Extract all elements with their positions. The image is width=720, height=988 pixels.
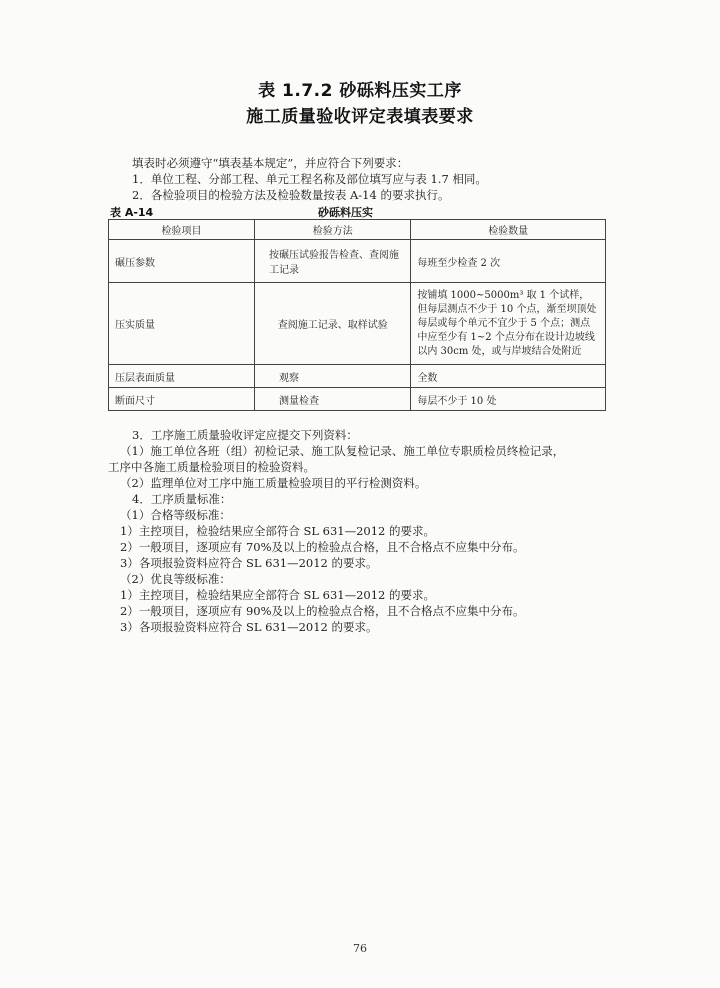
cell-quantity: 每层不少于 10 处 (411, 388, 606, 411)
body-line: 3．工序施工质量验收评定应提交下列资料： (132, 428, 358, 442)
intro-line: 2．各检验项目的检验方法及检验数量按表 A-14 的要求执行。 (132, 188, 450, 202)
table-row (109, 388, 606, 411)
cell-method: 按碾压试验报告检查、查阅施工记录 (255, 240, 411, 283)
cell-method: 测量检查 (255, 388, 411, 411)
cell-quantity: 每班至少检查 2 次 (411, 240, 606, 283)
cell-item: 碾压参数 (109, 240, 255, 283)
body-line: 4．工序质量标准： (132, 492, 232, 506)
body-line: 2）一般项目，逐项应有 90%及以上的检验点合格，且不合格点不应集中分布。 (120, 604, 525, 618)
body-line: 1）主控项目，检验结果应全部符合 SL 631—2012 的要求。 (120, 524, 436, 538)
header-method: 检验方法 (255, 220, 411, 240)
body-line: 2）一般项目，逐项应有 70%及以上的检验点合格，且不合格点不应集中分布。 (120, 540, 525, 554)
table-header-row (109, 220, 606, 240)
body-line: （1）施工单位各班（组）初检记录、施工队复检记录、施工单位专职质检员终检记录， (120, 444, 565, 458)
body-line: 1）主控项目，检验结果应全部符合 SL 631—2012 的要求。 (120, 588, 436, 602)
body-line: 工序中各施工质量检验项目的检验资料。 (108, 460, 315, 474)
body-line: （2）优良等级标准： (120, 572, 231, 586)
cell-item: 压层表面质量 (109, 365, 255, 388)
body-line: （1）合格等级标准： (120, 508, 231, 522)
cell-item: 压实质量 (109, 283, 255, 365)
header-quantity: 检验数量 (411, 220, 606, 240)
page-number: 76 (353, 942, 367, 955)
body-line: （2）监理单位对工序中施工质量检验项目的平行检测资料。 (120, 476, 427, 490)
cell-method: 查阅施工记录、取样试验 (255, 283, 411, 365)
table-name: 砂砾料压实 (318, 206, 373, 219)
table-title: 表 1.7.2 砂砾料压实工序 (258, 81, 462, 101)
table-row (109, 240, 606, 283)
cell-quantity: 按铺填 1000~5000m³ 取 1 个试样，但每层测点不少于 10 个点，渐至坝顶处每层或每个单元不宜少于 5 个点；测点中应至少有 1~2 个点分布在设计边坡线以内 30cm 处，或与岸坡结合处附近 (411, 283, 606, 365)
table-row (109, 283, 606, 365)
table-subtitle: 施工质量验收评定表填表要求 (246, 107, 474, 127)
body-line: 3）各项报验资料应符合 SL 631—2012 的要求。 (120, 620, 378, 634)
cell-item: 断面尺寸 (109, 388, 255, 411)
inspection-table (108, 219, 606, 411)
cell-method: 观察 (255, 365, 411, 388)
header-item: 检验项目 (109, 220, 255, 240)
cell-quantity: 全数 (411, 365, 606, 388)
table-row (109, 365, 606, 388)
body-line: 3）各项报验资料应符合 SL 631—2012 的要求。 (120, 556, 378, 570)
table-number: 表 A-14 (110, 206, 154, 219)
intro-line: 1．单位工程、分部工程、单元工程名称及部位填写应与表 1.7 相同。 (132, 172, 487, 186)
intro-line: 填表时必须遵守“填表基本规定”，并应符合下列要求： (132, 156, 409, 170)
